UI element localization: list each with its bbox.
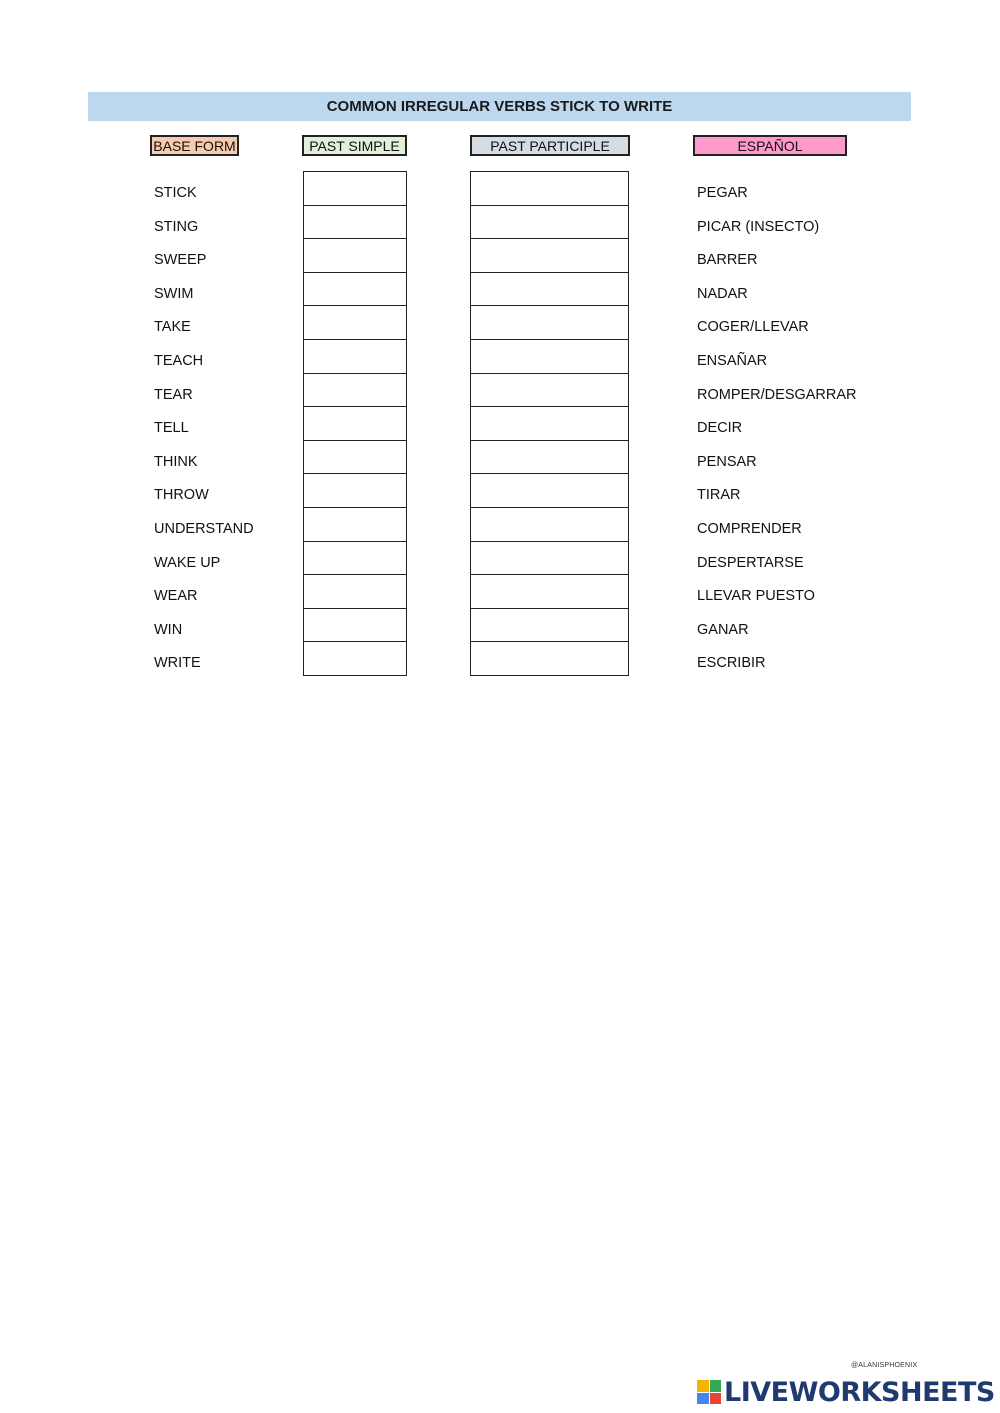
past-simple-input[interactable] <box>303 238 407 273</box>
past-participle-input[interactable] <box>470 305 629 340</box>
table-row <box>0 541 1000 575</box>
table-row <box>0 305 1000 339</box>
base-form-word: THROW <box>154 487 209 504</box>
header-past-participle: PAST PARTICIPLE <box>470 135 630 156</box>
past-participle-input[interactable] <box>470 339 629 374</box>
base-form-word: WIN <box>154 621 183 638</box>
past-participle-input[interactable] <box>470 205 629 240</box>
past-participle-input[interactable] <box>470 641 629 676</box>
base-form-word: WAKE UP <box>154 554 221 571</box>
spanish-translation: ENSAÑAR <box>697 352 768 369</box>
past-simple-input[interactable] <box>303 608 407 643</box>
past-simple-input[interactable] <box>303 171 407 206</box>
past-participle-input[interactable] <box>470 406 629 441</box>
spanish-translation: COGER/LLEVAR <box>697 319 809 336</box>
base-form-word: SWEEP <box>154 252 207 269</box>
spanish-translation: NADAR <box>697 285 748 302</box>
table-row <box>0 171 1000 205</box>
spanish-translation: PICAR (INSECTO) <box>697 218 820 235</box>
table-row <box>0 574 1000 608</box>
past-simple-input[interactable] <box>303 339 407 374</box>
base-form-word: UNDERSTAND <box>154 520 254 537</box>
header-past-simple: PAST SIMPLE <box>302 135 407 156</box>
spanish-translation: PEGAR <box>697 185 748 201</box>
past-participle-input[interactable] <box>470 541 629 576</box>
past-participle-input[interactable] <box>470 608 629 643</box>
past-participle-input[interactable] <box>470 574 629 609</box>
base-form-word: WRITE <box>154 655 201 672</box>
base-form-word: TEACH <box>154 352 204 369</box>
table-row <box>0 373 1000 407</box>
spanish-translation: TIRAR <box>697 487 741 504</box>
table-row <box>0 507 1000 541</box>
past-participle-input[interactable] <box>470 373 629 408</box>
table-row <box>0 473 1000 507</box>
base-form-word: THINK <box>154 453 198 470</box>
table-row <box>0 238 1000 272</box>
liveworksheets-logo-icon <box>697 1380 721 1404</box>
past-participle-input[interactable] <box>470 440 629 475</box>
spanish-translation: BARRER <box>697 252 758 269</box>
spanish-translation: ROMPER/DESGARRAR <box>697 386 857 403</box>
header-espanol: ESPAÑOL <box>693 135 847 156</box>
author-credit: @ALANISPHOENIX <box>851 1362 918 1369</box>
past-simple-input[interactable] <box>303 406 407 441</box>
past-simple-input[interactable] <box>303 641 407 676</box>
header-base-form: BASE FORM <box>150 135 239 156</box>
verb-table <box>0 171 1000 675</box>
worksheet-title: COMMON IRREGULAR VERBS STICK TO WRITE <box>88 92 911 121</box>
base-form-word: TAKE <box>154 319 191 336</box>
base-form-word: STING <box>154 218 199 235</box>
spanish-translation: COMPRENDER <box>697 520 802 537</box>
past-simple-input[interactable] <box>303 305 407 340</box>
table-row <box>0 608 1000 642</box>
past-participle-input[interactable] <box>470 171 629 206</box>
base-form-word: SWIM <box>154 285 194 302</box>
past-simple-input[interactable] <box>303 574 407 609</box>
spanish-translation: PENSAR <box>697 453 757 470</box>
spanish-translation: ESCRIBIR <box>697 655 766 672</box>
table-row <box>0 641 1000 675</box>
table-row <box>0 406 1000 440</box>
liveworksheets-logo <box>697 1376 995 1408</box>
table-row <box>0 440 1000 474</box>
spanish-translation: LLEVAR PUESTO <box>697 588 815 605</box>
table-row <box>0 205 1000 239</box>
base-form-word: STICK <box>154 185 197 201</box>
past-participle-input[interactable] <box>470 473 629 508</box>
base-form-word: TEAR <box>154 386 193 403</box>
table-row <box>0 339 1000 373</box>
past-participle-input[interactable] <box>470 272 629 307</box>
past-simple-input[interactable] <box>303 373 407 408</box>
base-form-word: TELL <box>154 420 189 437</box>
past-participle-input[interactable] <box>470 507 629 542</box>
table-row <box>0 272 1000 306</box>
past-participle-input[interactable] <box>470 238 629 273</box>
spanish-translation: GANAR <box>697 621 749 638</box>
spanish-translation: DESPERTARSE <box>697 554 804 571</box>
past-simple-input[interactable] <box>303 507 407 542</box>
past-simple-input[interactable] <box>303 205 407 240</box>
past-simple-input[interactable] <box>303 272 407 307</box>
base-form-word: WEAR <box>154 588 198 605</box>
past-simple-input[interactable] <box>303 473 407 508</box>
spanish-translation: DECIR <box>697 420 743 437</box>
logo-wordmark: LIVEWORKSHEETS <box>724 1376 995 1408</box>
past-simple-input[interactable] <box>303 440 407 475</box>
past-simple-input[interactable] <box>303 541 407 576</box>
